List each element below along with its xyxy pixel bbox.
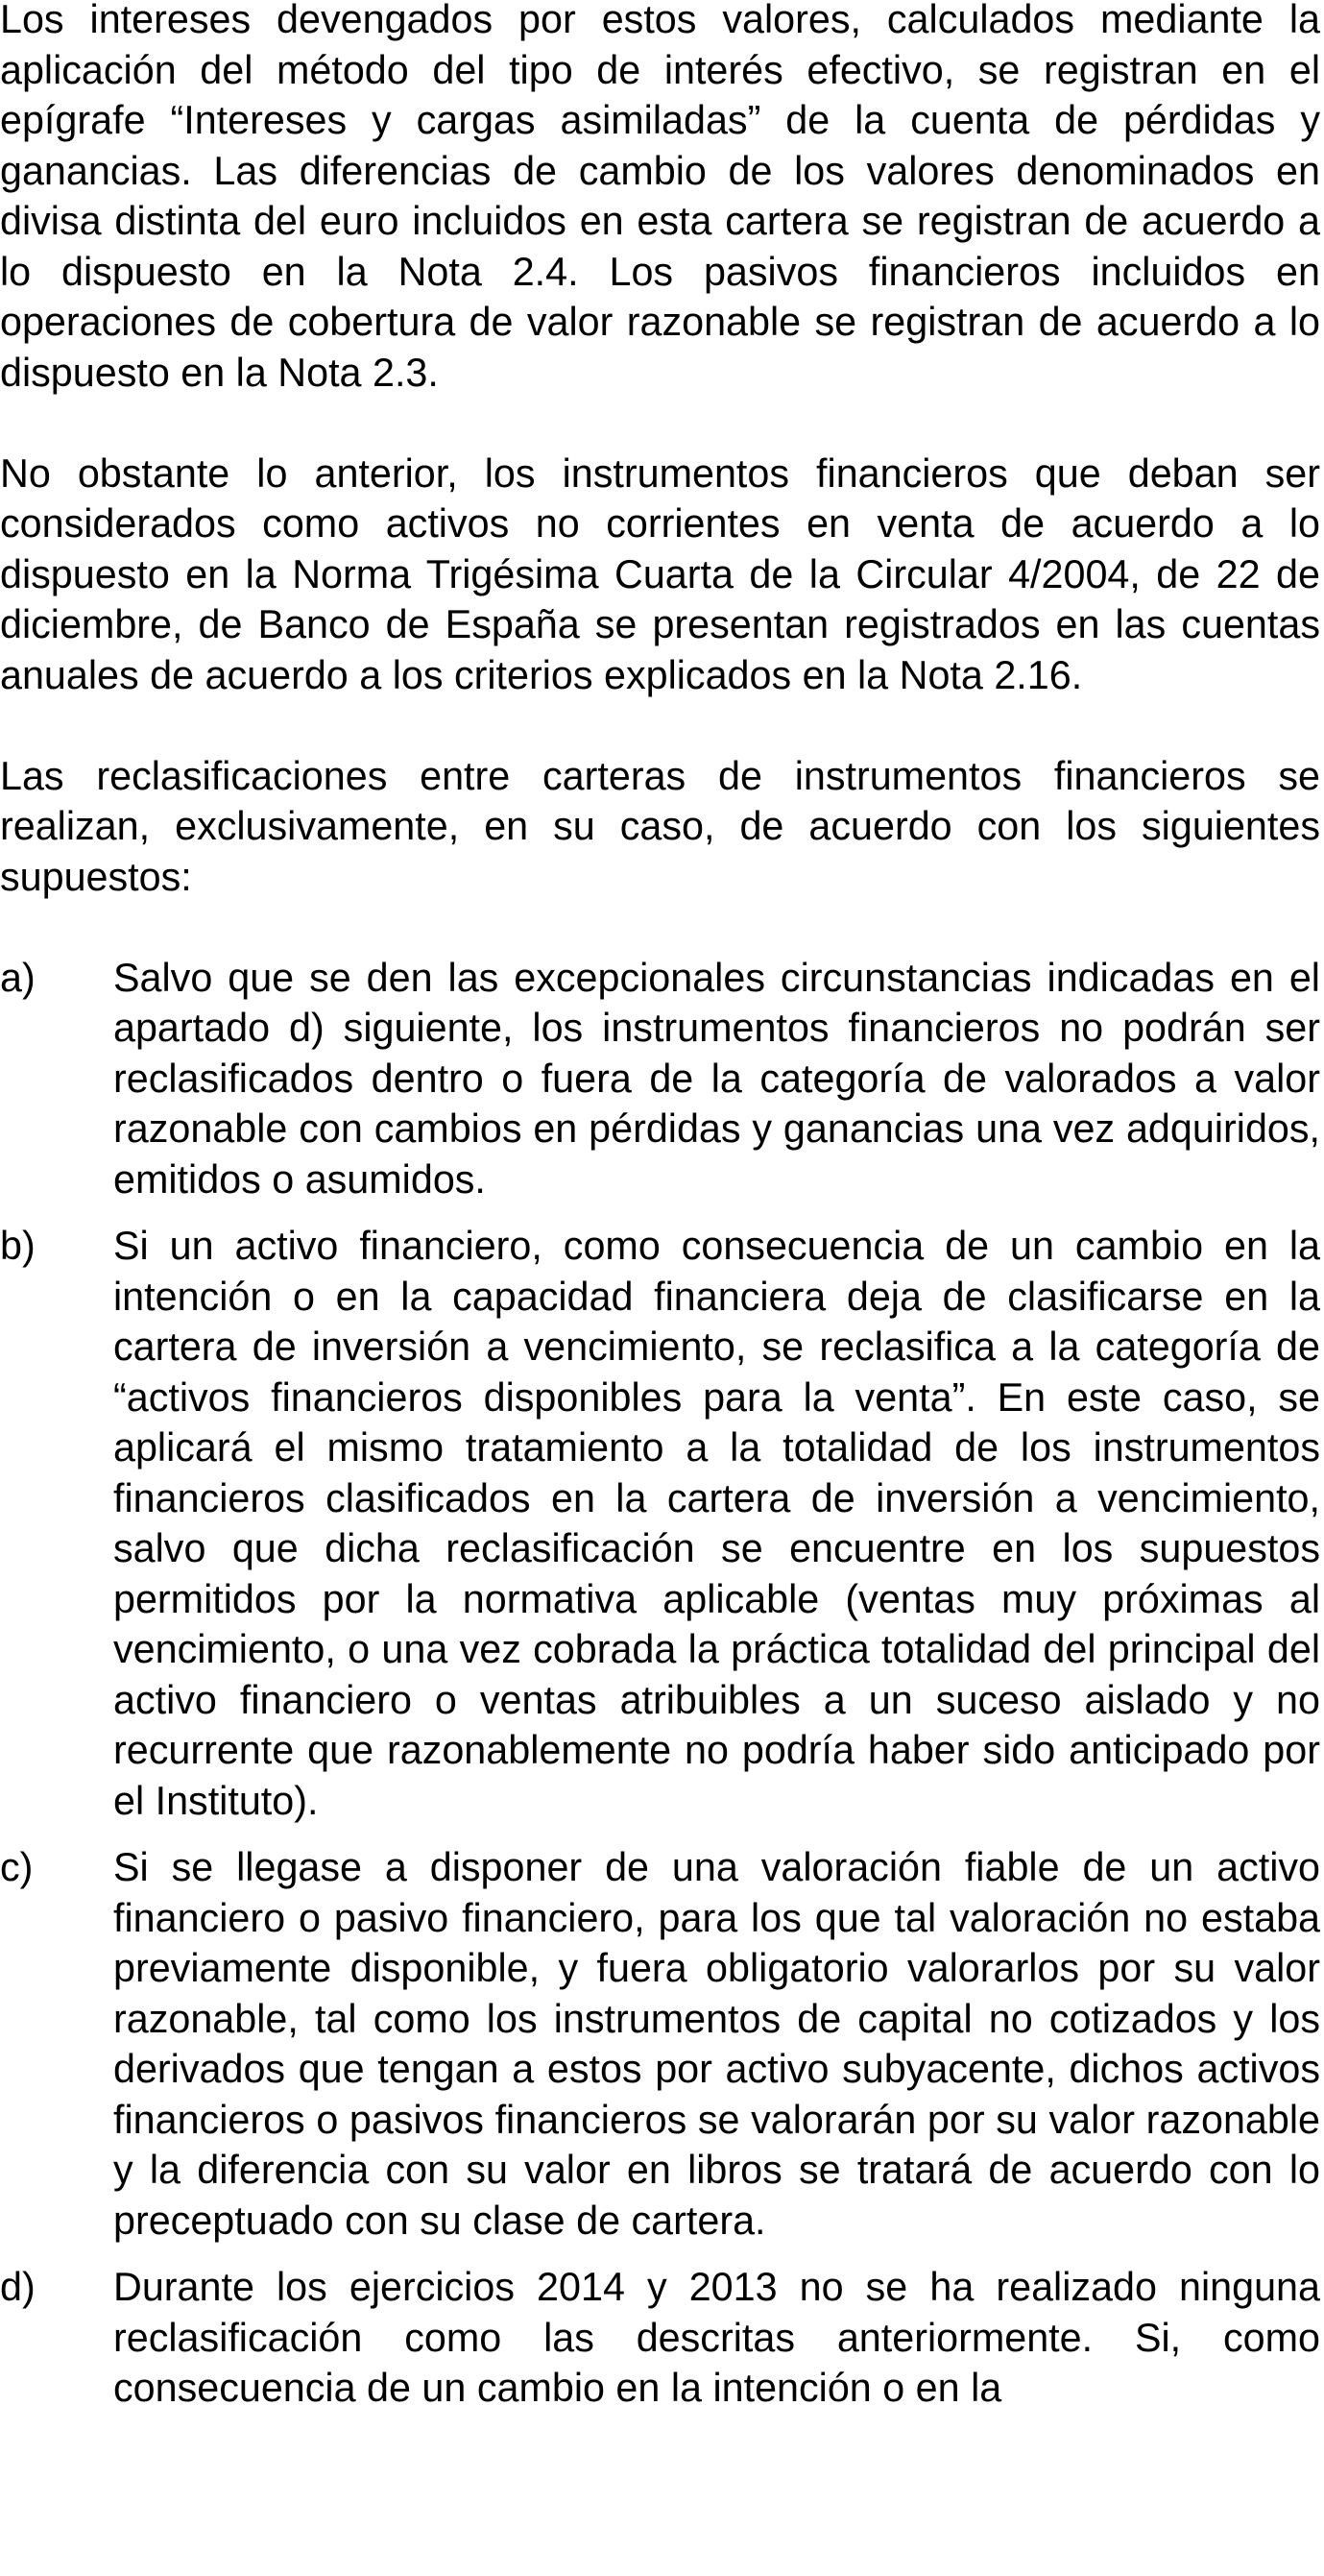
list-item-b (0, 1221, 1320, 1826)
list-marker: c) (0, 1845, 34, 1889)
list-marker: d) (0, 2265, 36, 2309)
paragraph-intereses: Los intereses devengados por estos valores, calculados mediante la aplicación del método del tipo de interés efectivo, se registran en el epígrafe “Intereses y cargas asimiladas” de la cuenta de pérdidas y ganancias. Las diferencias de cambio de los valores denominados en divisa distinta del euro incluidos en esta cartera se registran de acuerdo a lo dispuesto en la Nota 2.4. Los pasivos financieros incluidos en operaciones de cobertura de valor razonable se registran de acuerdo a lo dispuesto en la Nota 2.3. (0, 0, 1320, 395)
list-item-a (0, 953, 1320, 1205)
list-marker: b) (0, 1224, 36, 1268)
list-item-d (0, 2262, 1320, 2414)
list-marker: a) (0, 955, 36, 1000)
list-item-text: Salvo que se den las excepcionales circunstancias indicadas en el apartado d) siguiente, los instrumentos financieros no podrán ser reclasificados dentro o fuera de la categoría de valorados a valor razonable con cambios en pérdidas y ganancias una vez adquiridos, emitidos o asumidos. (113, 955, 1320, 1202)
list-item-c (0, 1842, 1320, 2246)
supuestos-list (0, 953, 1320, 2414)
list-item-text: Si se llegase a disponer de una valoración fiable de un activo financiero o pasivo financiero, para los que tal valoración no estaba previamente disponible, y fuera obligatorio valorarlos por su valor razonable, tal como los instrumentos de capital no cotizados y los derivados que tengan a estos por activo subyacente, dichos activos financieros o pasivos financieros se valorarán por su valor razonable y la diferencia con su valor en libros se tratará de acuerdo con lo preceptuado con su clase de cartera. (113, 1845, 1320, 2243)
paragraph-reclasificaciones: Las reclasificaciones entre carteras de instrumentos financieros se realizan, exclusivamente, en su caso, de acuerdo con los siguientes supuestos: (0, 753, 1320, 899)
paragraph-activos-no-corrientes: No obstante lo anterior, los instrumentos financieros que deban ser considerados como activos no corrientes en venta de acuerdo a lo dispuesto en la Norma Trigésima Cuarta de la Circular 4/2004, de 22 de diciembre, de Banco de España se presentan registrados en las cuentas anuales de acuerdo a los criterios explicados en la Nota 2.16. (0, 450, 1320, 697)
list-item-text: Durante los ejercicios 2014 y 2013 no se ha realizado ninguna reclasificación como las descritas anteriormente. Si, como consecuencia de un cambio en la intención o en la (113, 2265, 1320, 2410)
list-item-text: Si un activo financiero, como consecuencia de un cambio en la intención o en la capacidad financiera deja de clasificarse en la cartera de inversión a vencimiento, se reclasifica a la categoría de “activos financieros disponibles para la venta”. En este caso, se aplicará el mismo tratamiento a la totalidad de los instrumentos financieros clasificados en la cartera de inversión a vencimiento, salvo que dicha reclasificación se encuentre en los supuestos permitidos por la normativa aplicable (ventas muy próximas al vencimiento, o una vez cobrada la práctica totalidad del principal del activo financiero o ventas atribuibles a un suceso aislado y no recurrente que razonablemente no podría haber sido anticipado por el Instituto). (113, 1224, 1320, 1823)
